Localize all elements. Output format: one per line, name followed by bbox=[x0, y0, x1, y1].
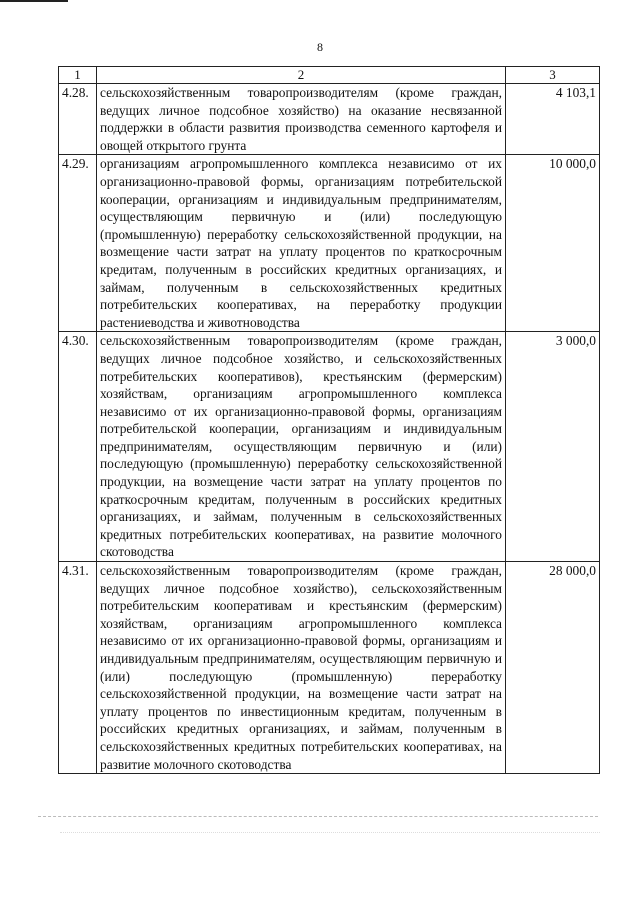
allocation-table bbox=[58, 66, 600, 774]
header-col-3: 3 bbox=[506, 67, 600, 84]
row-amount: 28 000,0 bbox=[506, 562, 600, 774]
header-col-2: 2 bbox=[97, 67, 506, 84]
table-row bbox=[59, 84, 600, 155]
scan-artifact-line bbox=[60, 832, 600, 833]
row-number: 4.29. bbox=[59, 155, 97, 332]
table-row bbox=[59, 332, 600, 562]
table-header-row bbox=[59, 67, 600, 84]
row-description: организациям агропромышленного комплекса независимо от их организационно-правовой формы, организациям потребительской кооперации, организациям и индивидуальным предпринимателям, осуществляющим первичную и (или) последующую (промышленную) переработку сельскохозяйственной продукции, на возмещение части затрат на уплату процентов по краткосрочным кредитам, полученным в российских кредитных организациях, и займам, полученным в сельскохозяйственных кредитных потребительских кооперативах, на переработку продукции растениеводства и животноводства bbox=[97, 155, 506, 332]
row-description: сельскохозяйственным товаропроизводителям (кроме граждан, ведущих личное подсобное хозяйство), сельскохозяйственным потребительским кооперативам и крестьянским (фермерским) хозяйствам, организациям агропромышленного комплекса независимо от их организационно-правовой формы, организациям и индивидуальным предпринимателям, осуществляющим первичную и (или) последующую (промышленную) переработку сельскохозяйственной продукции, на возмещение части затрат на уплату процентов по инвестиционным кредитам, полученным в российских кредитных организациях, и займам, полученным в сельскохозяйственных кредитных потребительских кооперативах, на развитие молочного скотоводства bbox=[97, 562, 506, 774]
table-row bbox=[59, 155, 600, 332]
row-number: 4.30. bbox=[59, 332, 97, 562]
table-row bbox=[59, 562, 600, 774]
row-amount: 4 103,1 bbox=[506, 84, 600, 155]
row-amount: 3 000,0 bbox=[506, 332, 600, 562]
top-rule bbox=[0, 0, 68, 2]
header-col-1: 1 bbox=[59, 67, 97, 84]
row-amount: 10 000,0 bbox=[506, 155, 600, 332]
row-description: сельскохозяйственным товаропроизводителям (кроме граждан, ведущих личное подсобное хозяйство) на оказание несвязанной поддержки в области развития производства семенного картофеля и овощей открытого грунта bbox=[97, 84, 506, 155]
row-number: 4.31. bbox=[59, 562, 97, 774]
page-number: 8 bbox=[317, 40, 323, 54]
row-description: сельскохозяйственным товаропроизводителям (кроме граждан, ведущих личное подсобное хозяйство, и сельскохозяйственных потребительских кооперативов), крестьянским (фермерским) хозяйствам, организациям агропромышленного комплекса независимо от их организационно-правовой формы, организациям потребительской кооперации, организациям и индивидуальным предпринимателям, осуществляющим первичную и (или) последующую (промышленную) переработку сельскохозяйственной продукции, на возмещение части затрат на уплату процентов по краткосрочным кредитам, полученным в российских кредитных организациях, и займам, полученным в сельскохозяйственных кредитных потребительских кооперативах, на развитие молочного скотоводства bbox=[97, 332, 506, 562]
row-number: 4.28. bbox=[59, 84, 97, 155]
scan-artifact-line bbox=[38, 816, 598, 817]
